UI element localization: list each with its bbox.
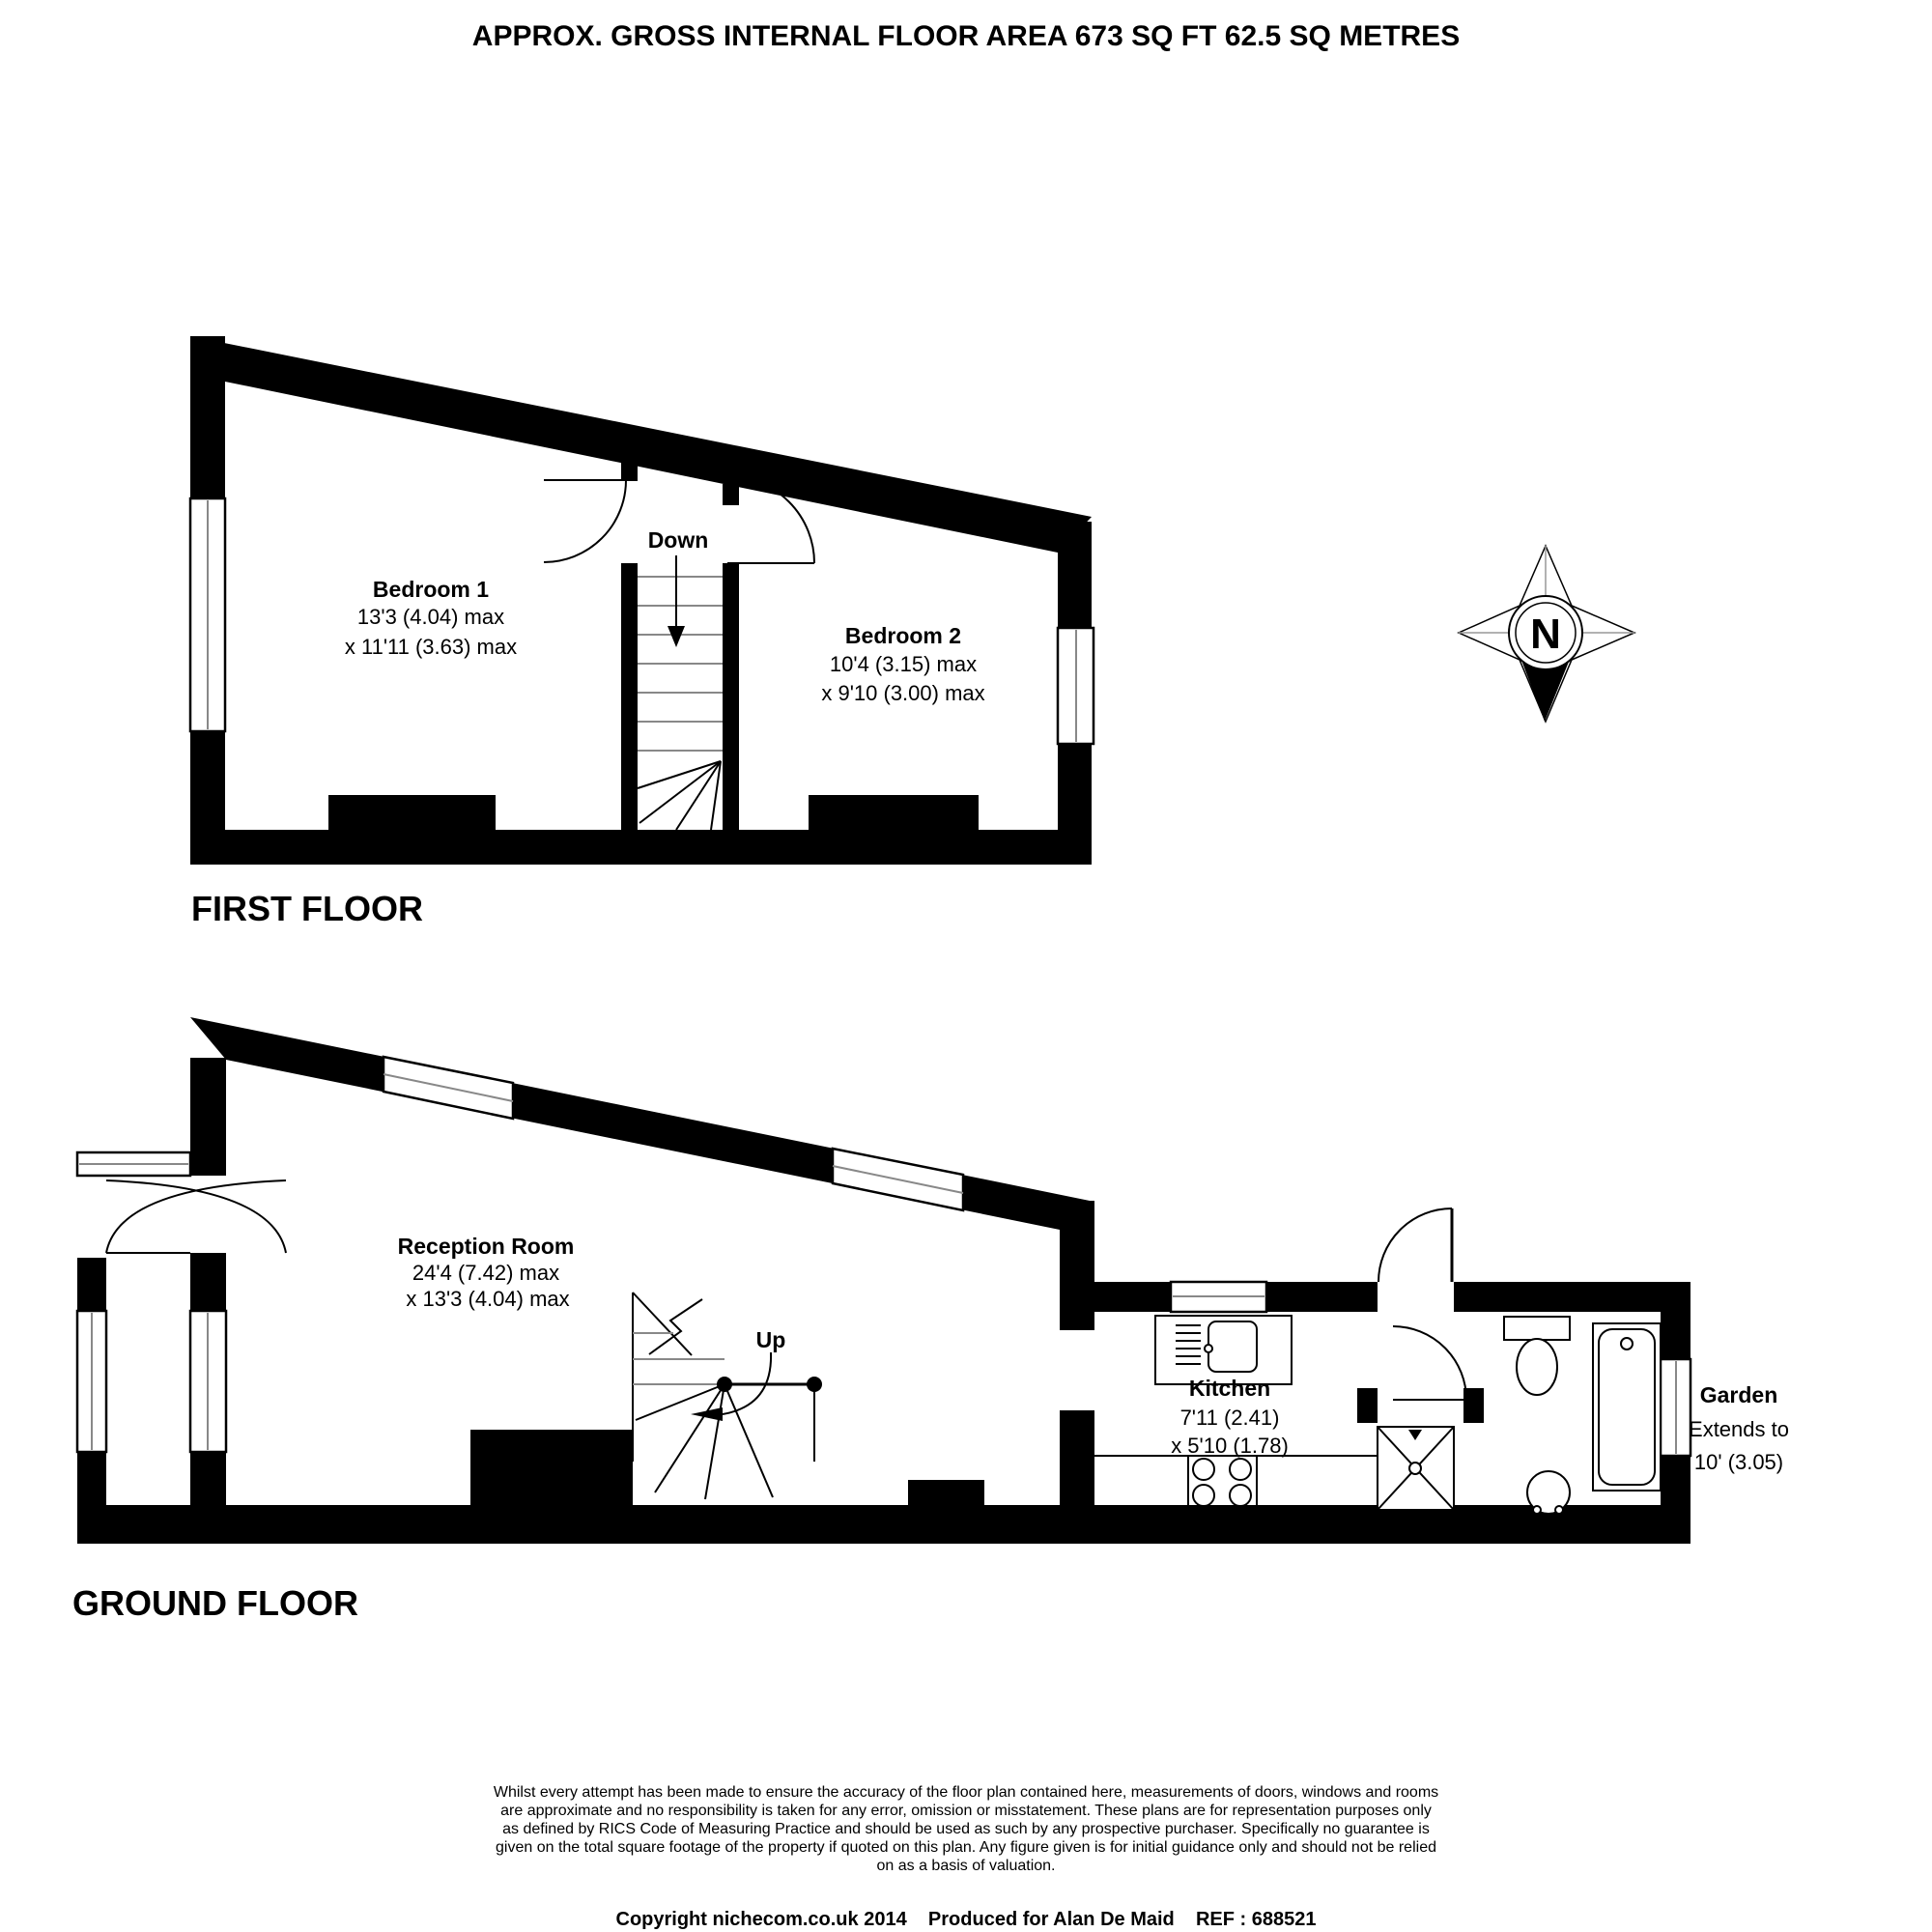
gf-kitchen-name: Kitchen: [1188, 1376, 1271, 1401]
toilet-bowl: [1517, 1339, 1557, 1395]
gf-kitchen-dim1: 7'11 (2.41): [1179, 1406, 1280, 1430]
ff-bedroom1-name: Bedroom 1: [372, 577, 490, 602]
gf-bathroom-top-wall: [1454, 1282, 1690, 1312]
ff-right-wall-upper: [1058, 522, 1092, 630]
gf-garden-name: Garden: [1699, 1382, 1778, 1407]
gf-outer-left-wall-upper: [77, 1258, 106, 1311]
gf-inner-left-wall-stub: [190, 1253, 226, 1311]
gf-up-label: Up: [755, 1327, 786, 1352]
basin-tap-left: [1533, 1506, 1541, 1514]
gf-kitchen-top-wall-right: [1266, 1282, 1378, 1312]
gf-garden-line3: 10' (3.05): [1693, 1450, 1784, 1474]
ground-floor-label: GROUND FLOOR: [72, 1583, 358, 1623]
bathtub-inner: [1599, 1329, 1655, 1485]
gf-kitchen-left-wall-lower: [1060, 1410, 1094, 1507]
ff-bedroom2-dim1: 10'4 (3.15) max: [829, 652, 978, 676]
shower-tray: [1378, 1427, 1454, 1510]
ff-stair-wall-right-stub: [723, 484, 739, 505]
ff-chimney-breast-bedroom1: [328, 795, 496, 832]
gf-kitchen-dim2: x 5'10 (1.78): [1171, 1434, 1289, 1458]
ff-stair-wall-left: [621, 563, 638, 830]
ff-bedroom2-name: Bedroom 2: [844, 623, 962, 648]
ff-stair-wall-right: [723, 563, 739, 830]
kitchen-sink-tap: [1205, 1345, 1212, 1352]
gf-bottom-wall-ledge-a: [470, 1430, 633, 1507]
ff-bedroom1-dim2: x 11'11 (3.63) max: [344, 635, 518, 659]
gf-reception-dim2: x 13'3 (4.04) max: [406, 1287, 570, 1311]
copyright-line: Copyright nichecom.co.uk 2014 Produced for Alan De Maid REF : 688521: [615, 1909, 1317, 1930]
ff-left-wall-lower: [190, 731, 225, 832]
disclaimer-line-1: Whilst every attempt has been made to ensure the accuracy of the floor plan contained here, measurements of doors, windows and rooms: [493, 1784, 1439, 1801]
basin-tap-right: [1555, 1506, 1563, 1514]
shower-drain: [1409, 1463, 1421, 1474]
ff-stair-wall-left-stub: [621, 463, 638, 481]
disclaimer-line-5: on as a basis of valuation.: [876, 1858, 1056, 1874]
gf-outer-left-wall-lower: [77, 1452, 106, 1507]
kitchen-sink-unit: [1155, 1316, 1292, 1384]
page-title: APPROX. GROSS INTERNAL FLOOR AREA 673 SQ FT 62.5 SQ METRES: [471, 20, 1461, 52]
ff-left-wall-upper: [190, 336, 225, 500]
disclaimer-line-2: are approximate and no responsibility is taken for any error, omission or misstatement. These plans are for representation purposes only: [500, 1803, 1432, 1819]
disclaimer-line-4: given on the total square footage of the property if quoted on this plan. Any figure given is for initial guidance only and should not be relied: [496, 1839, 1436, 1856]
compass-north-label: N: [1530, 611, 1561, 658]
kitchen-sink-bowl: [1208, 1321, 1257, 1372]
gf-garden-line2: Extends to: [1689, 1417, 1789, 1441]
gf-bathroom-wall-stub-left: [1357, 1388, 1378, 1423]
toilet-cistern: [1504, 1317, 1570, 1340]
gf-bottom-wall-ledge-b: [908, 1480, 984, 1507]
gf-inner-left-wall-lower: [190, 1452, 226, 1507]
gf-kitchen-top-wall-left: [1090, 1282, 1171, 1312]
first-floor-label: FIRST FLOOR: [191, 889, 423, 928]
bathtub-drain: [1621, 1338, 1633, 1350]
gf-inner-left-wall-upper: [190, 1058, 226, 1176]
disclaimer-line-3: as defined by RICS Code of Measuring Practice and should be used as such by any prospective purchaser. Specifically no guarantee is: [502, 1821, 1430, 1837]
ff-bedroom2-dim2: x 9'10 (3.00) max: [821, 681, 985, 705]
ff-right-wall-lower: [1058, 744, 1092, 832]
ff-chimney-breast-bedroom2: [809, 795, 979, 832]
ff-down-label: Down: [647, 527, 709, 553]
gf-reception-dim1: 24'4 (7.42) max: [412, 1261, 560, 1285]
ff-bottom-wall: [190, 830, 1092, 865]
gf-reception-name: Reception Room: [397, 1234, 575, 1259]
gf-kitchen-left-wall-upper: [1060, 1201, 1094, 1330]
gf-right-wall-lower: [1661, 1456, 1690, 1507]
ff-bedroom1-dim1: 13'3 (4.04) max: [356, 605, 505, 629]
gf-right-wall-upper: [1661, 1312, 1690, 1359]
